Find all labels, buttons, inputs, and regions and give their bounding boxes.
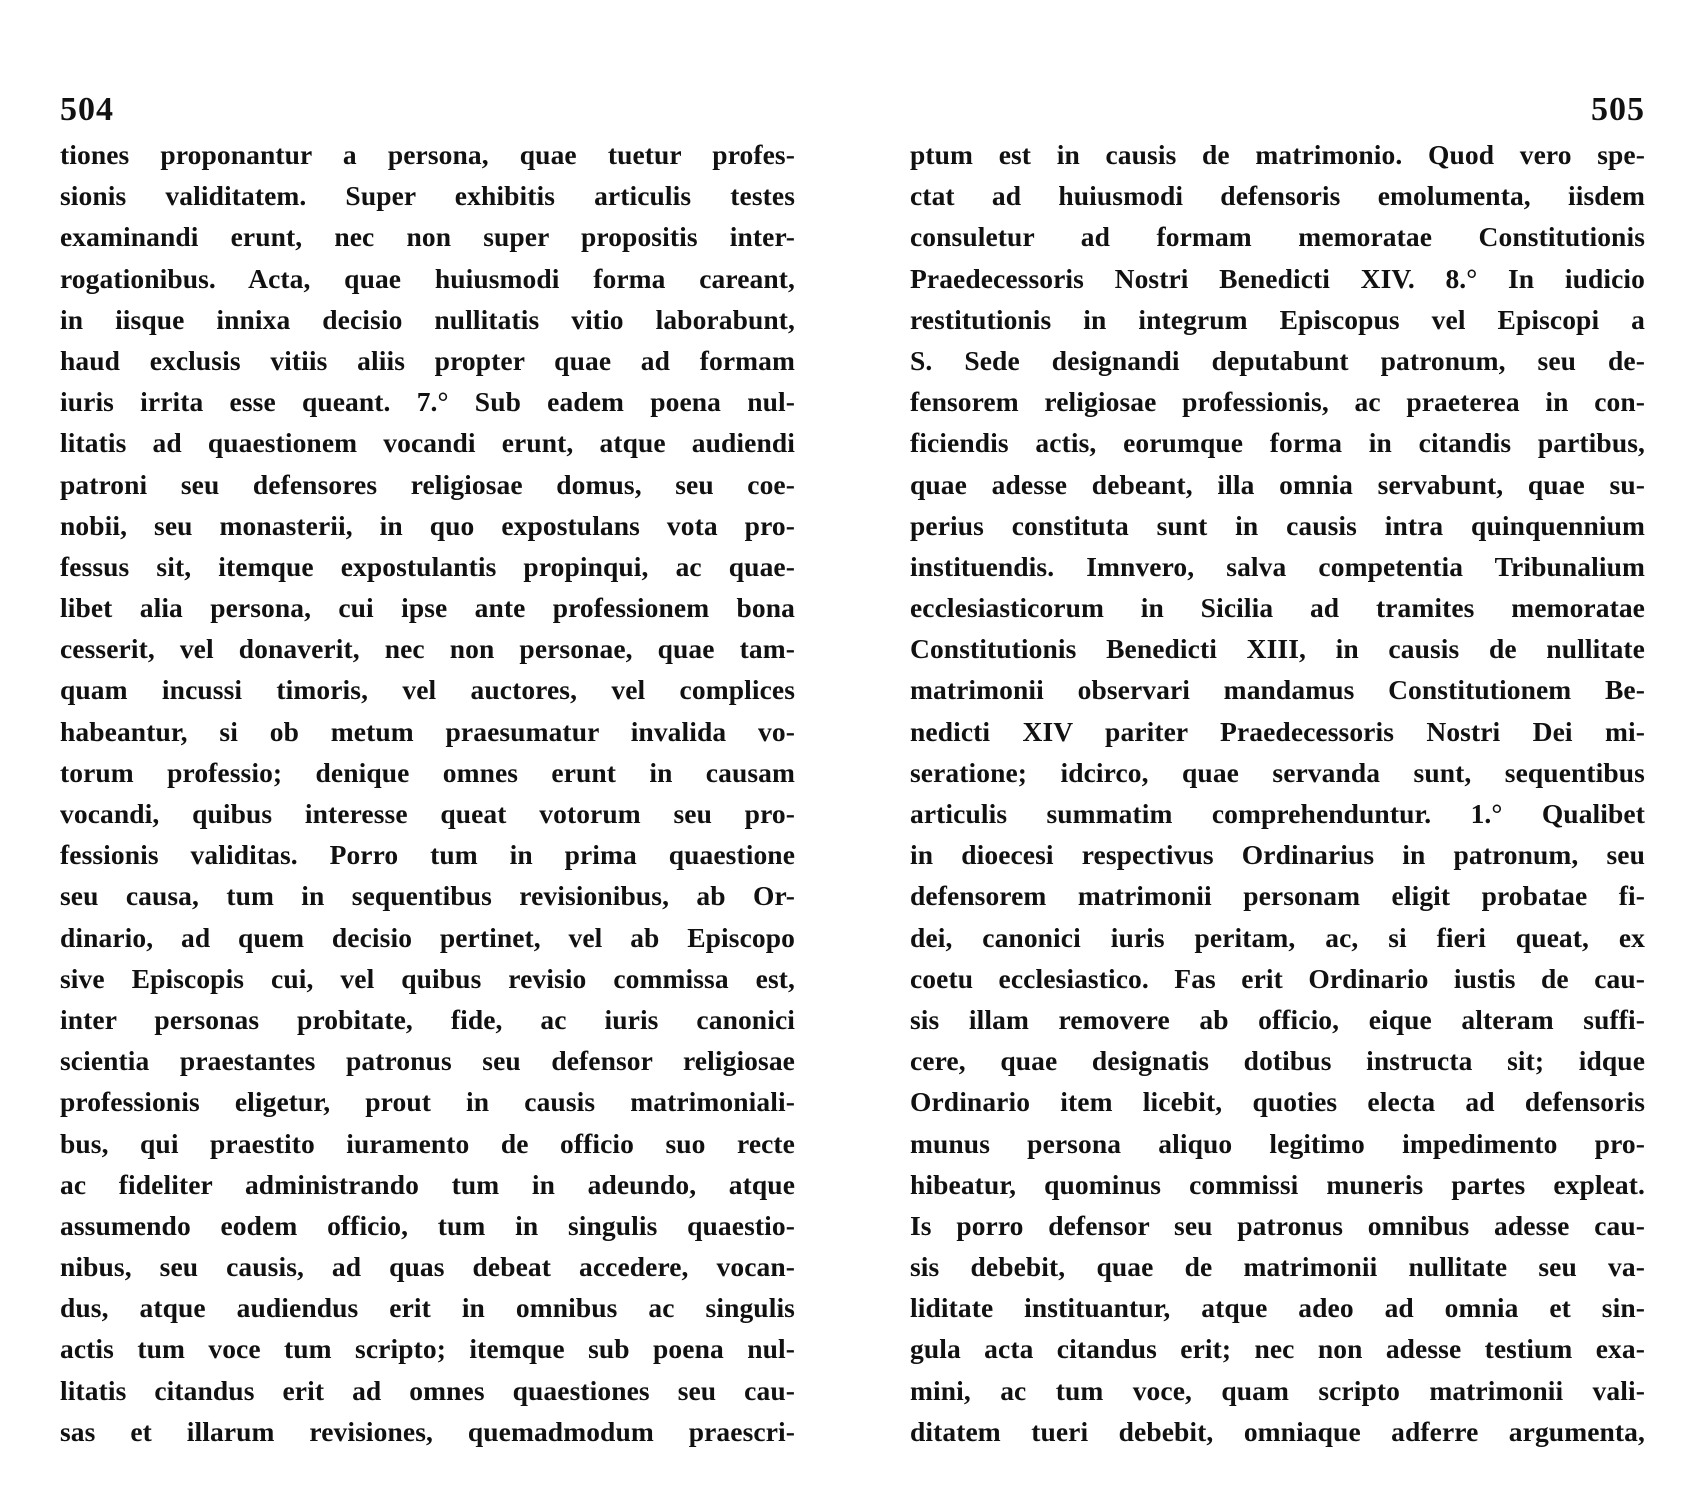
text-line: sis debebit, quae de matrimonii nullitate seu va-	[910, 1251, 1645, 1283]
text-line: mini, ac tum voce, quam scripto matrimonii vali-	[910, 1374, 1645, 1406]
text-line: ctat ad huiusmodi defensoris emolumenta, iisdem	[910, 180, 1645, 212]
text-line: nedicti XIV pariter Praedecessoris Nostri Dei mi-	[910, 715, 1645, 747]
text-line: nobii, seu monasterii, in quo expostulans vota pro-	[60, 509, 795, 541]
text-line: defensorem matrimonii personam eligit probatae fi-	[910, 880, 1645, 912]
text-line: Is porro defensor seu patronus omnibus adesse cau-	[910, 1209, 1645, 1241]
text-line: quam incussi timoris, vel auctores, vel complices	[60, 674, 795, 706]
text-line: bus, qui praestito iuramento de officio suo recte	[60, 1127, 795, 1159]
text-line: sis illam removere ab officio, eique alteram suffi-	[910, 1003, 1645, 1035]
text-line: quae adesse debeant, illa omnia servabunt, quae su-	[910, 468, 1645, 500]
text-line: cere, quae designatis dotibus instructa sit; idque	[910, 1045, 1645, 1077]
text-line: sionis validitatem. Super exhibitis articulis testes	[60, 180, 795, 212]
text-line: sive Episcopis cui, vel quibus revisio commissa est,	[60, 962, 795, 994]
text-line: fessionis validitas. Porro tum in prima quaestione	[60, 839, 795, 871]
text-line: litatis citandus erit ad omnes quaestiones seu cau-	[60, 1374, 795, 1406]
text-line: munus persona aliquo legitimo impedimento pro-	[910, 1127, 1645, 1159]
text-line: scientia praestantes patronus seu defensor religiosae	[60, 1045, 795, 1077]
text-line: habeantur, si ob metum praesumatur invalida vo-	[60, 715, 795, 747]
text-line: consuletur ad formam memoratae Constitutionis	[910, 221, 1645, 253]
text-line: liditate instituantur, atque adeo ad omnia et sin-	[910, 1292, 1645, 1324]
text-line: litatis ad quaestionem vocandi erunt, atque audiendi	[60, 427, 795, 459]
text-line: in dioecesi respectivus Ordinarius in patronum, seu	[910, 839, 1645, 871]
text-line: ficiendis actis, eorumque forma in citandis partibus,	[910, 427, 1645, 459]
text-line: inter personas probitate, fide, ac iuris canonici	[60, 1003, 795, 1035]
text-line: ecclesiasticorum in Sicilia ad tramites memoratae	[910, 592, 1645, 624]
text-line: ac fideliter administrando tum in adeundo, atque	[60, 1168, 795, 1200]
text-line: Ordinario item licebit, quoties electa ad defensoris	[910, 1086, 1645, 1118]
text-line: Constitutionis Benedicti XIII, in causis de nullitate	[910, 633, 1645, 665]
text-line: dus, atque audiendus erit in omnibus ac singulis	[60, 1292, 795, 1324]
text-line: assumendo eodem officio, tum in singulis quaestio-	[60, 1209, 795, 1241]
text-line: restitutionis in integrum Episcopus vel Episcopi a	[910, 303, 1645, 335]
text-line: hibeatur, quominus commissi muneris partes expleat.	[910, 1168, 1645, 1200]
text-line: rogationibus. Acta, quae huiusmodi forma careant,	[60, 262, 795, 294]
text-line: perius constituta sunt in causis intra quinquennium	[910, 509, 1645, 541]
text-line: iuris irrita esse queant. 7.° Sub eadem poena nul-	[60, 386, 795, 418]
text-line: libet alia persona, cui ipse ante professionem bona	[60, 592, 795, 624]
text-line: fensorem religiosae professionis, ac praeterea in con-	[910, 386, 1645, 418]
text-line: torum professio; denique omnes erunt in causam	[60, 756, 795, 788]
text-line: ptum est in causis de matrimonio. Quod vero spe-	[910, 139, 1645, 170]
text-line: fessus sit, itemque expostulantis propinqui, ac quae-	[60, 550, 795, 582]
text-line: articulis summatim comprehenduntur. 1.° Qualibet	[910, 798, 1645, 829]
text-line: gula acta citandus erit; nec non adesse testium exa-	[910, 1333, 1645, 1365]
right-page-text	[910, 134, 1645, 1452]
text-line: instituendis. Imnvero, salva competentia Tribunalium	[910, 550, 1645, 582]
text-line: vocandi, quibus interesse queat votorum seu pro-	[60, 798, 795, 829]
text-line: examinandi erunt, nec non super propositis inter-	[60, 221, 795, 253]
right-page-number: 505	[1591, 91, 1645, 128]
text-line: Praedecessoris Nostri Benedicti XIV. 8.° In iudicio	[910, 262, 1645, 294]
text-line: ditatem tueri debebit, omniaque adferre argumenta,	[910, 1415, 1645, 1447]
left-page	[60, 90, 795, 1452]
text-line: coetu ecclesiastico. Fas erit Ordinario iustis de cau-	[910, 962, 1645, 994]
right-page	[910, 90, 1645, 1452]
text-line: tiones proponantur a persona, quae tuetur profes-	[60, 139, 795, 170]
text-line: seratione; idcirco, quae servanda sunt, sequentibus	[910, 756, 1645, 788]
text-line: S. Sede designandi deputabunt patronum, seu de-	[910, 344, 1645, 376]
text-line: actis tum voce tum scripto; itemque sub poena nul-	[60, 1333, 795, 1365]
text-line: in iisque innixa decisio nullitatis vitio laborabunt,	[60, 303, 795, 335]
text-line: cesserit, vel donaverit, nec non personae, quae tam-	[60, 633, 795, 665]
text-line: seu causa, tum in sequentibus revisionibus, ab Or-	[60, 880, 795, 912]
text-line: professionis eligetur, prout in causis matrimoniali-	[60, 1086, 795, 1118]
left-page-text	[60, 134, 795, 1452]
text-line: dinario, ad quem decisio pertinet, vel ab Episcopo	[60, 921, 795, 953]
text-line: sas et illarum revisiones, quemadmodum praescri-	[60, 1415, 795, 1447]
left-page-number: 504	[60, 91, 114, 128]
text-line: nibus, seu causis, ad quas debeat accedere, vocan-	[60, 1251, 795, 1283]
text-line: matrimonii observari mandamus Constitutionem Be-	[910, 674, 1645, 706]
text-line: dei, canonici iuris peritam, ac, si fieri queat, ex	[910, 921, 1645, 953]
text-line: haud exclusis vitiis aliis propter quae ad formam	[60, 344, 795, 376]
text-line: patroni seu defensores religiosae domus, seu coe-	[60, 468, 795, 500]
